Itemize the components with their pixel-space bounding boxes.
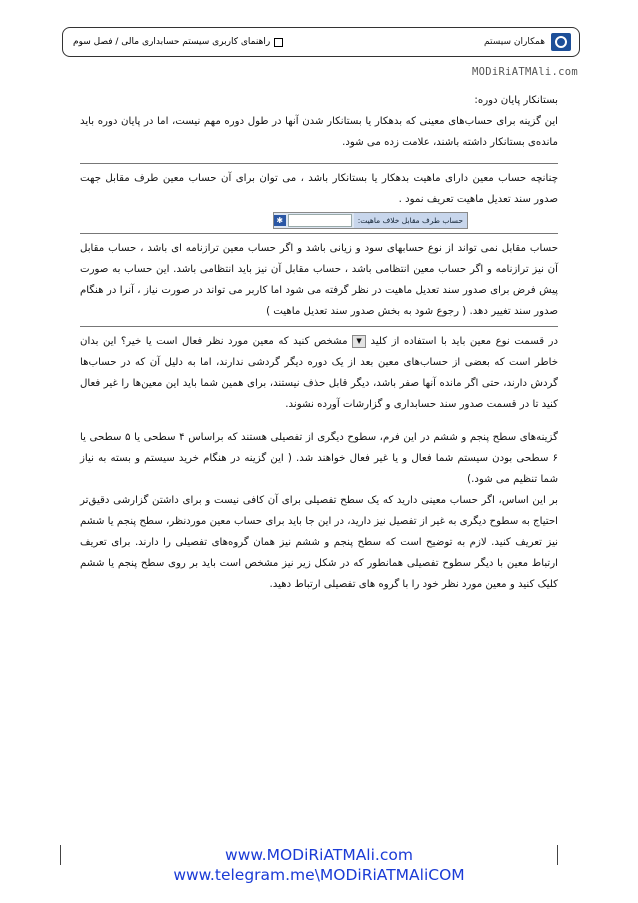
page-footer <box>0 845 638 885</box>
counter-account-control-figure <box>80 212 558 229</box>
header-square-icon <box>274 38 283 47</box>
section-divider <box>80 163 558 164</box>
counter-account-lookup-icon: ✱ <box>274 215 286 226</box>
counter-account-label: حساب طرف مقابل خلاف ماهیت: <box>354 213 467 228</box>
section-title-closing-credit: بستانکار پایان دوره: <box>474 95 558 106</box>
section-divider <box>80 233 558 234</box>
footer-telegram-link[interactable]: www.telegram.me\MODiRiATMAliCOM <box>173 866 465 884</box>
header-title-group <box>73 37 283 47</box>
document-body <box>80 90 558 595</box>
counter-account-control <box>273 212 468 229</box>
site-url: MODiRiATMAli.com <box>472 66 578 78</box>
paragraph-counter-account: چنانچه حساب معین دارای ماهیت بدهکار یا بستانکار باشد ، می توان برای آن حساب معین طرف مقابل جهت صدور سند تعدیل ماهیت تعریف نمود . <box>80 173 558 205</box>
header-brand <box>484 33 571 51</box>
paragraph-counter-account-rules: حساب مقابل نمی تواند از نوع حسابهای سود و زیانی باشد و اگر حساب معین ترازنامه ای باشد ، حساب مقابل آن نیز ترازنامه و اگر حساب معین انتظامی باشد ، حساب مقابل آن نیز باید انتظامی باشد. این حساب به صورت پیش فرض برای صدور سند تعدیل ماهیت در نظر گرفته می شود اما کاربر می تواند در صورت نیاز ، آنرا در هنگام صدور سند تغییر دهد. ( رجوع شود به بخش صدور سند تعدیل ماهیت ) <box>80 243 558 317</box>
header-title: راهنمای کاربری سیستم حسابداری مالی / فصل سوم <box>73 37 271 47</box>
active-status-text-a: در قسمت نوع معین باید با استفاده از کلید <box>370 336 558 347</box>
company-name: همکاران سیستم <box>484 37 545 47</box>
section-divider <box>80 326 558 327</box>
active-status-text-b: مشخص کنید که معین مورد نظر فعال است یا خیر؟ این بدان خاطر است که بعضی از حساب‌های معین بعد از یک دوره دیگر گردشی ندارند، اما به دلیل آن که در حساب‌ها گردش دارند، حتی اگر مانده آنها صفر باشد، دیگر قابل حذف نیستند، برای همین شما باید این معین‌ها را غیر فعال کنید تا در قسمت صدور سند حسابداری و گزارشات آورده نشوند. <box>80 336 558 410</box>
paragraph-active-status <box>80 331 558 415</box>
paragraph-level-linking: بر این اساس، اگر حساب معینی دارید که یک سطح تفصیلی برای آن کافی نیست و برای داشتن گزارشی دقیق‌تر احتیاج به سطوح دیگری به غیر از تفصیل نیز دارید، در این جا باید برای حساب معین موردنظر، سطح پنجم یا ششم نیز تعریف کنید. لازم به توضیح است که سطح پنجم و ششم نیز همان گروه‌های تفصیلی را دارند. برای تعریف ارتباط معین با دیگر سطوح تفصیلی همانطور که در شکل زیر نیز مشخص است باید بر روی سطح پنجم یا ششم کلیک کنید و معین مورد نظر خود را با گروه های تفصیلی ارتباط دهید. <box>80 495 558 590</box>
footer-site-link[interactable]: www.MODiRiATMAli.com <box>225 846 413 864</box>
page-header <box>62 27 580 57</box>
paragraph-levels: گزینه‌های سطح پنجم و ششم در این فرم، سطوح دیگری از تفصیلی هستند که براساس ۴ سطحی یا ۵ سطحی یا ۶ سطحی بودن سیستم شما فعال و یا غیر فعال خواهند شد. ( این گزینه در هنگام خرید سیستم و بسته به نیاز شما تنظیم می شود.) <box>80 432 558 485</box>
counter-account-field <box>288 214 352 227</box>
dropdown-key-icon: ▼ <box>352 335 366 348</box>
paragraph-closing-credit: این گزینه برای حساب‌های معینی که بدهکار یا بستانکار شدن آنها در طول دوره مهم نیست، اما در پایان دوره باید مانده‌ی بستانکار داشته باشند، علامت زده می شود. <box>80 116 558 148</box>
company-logo-icon <box>551 33 571 51</box>
